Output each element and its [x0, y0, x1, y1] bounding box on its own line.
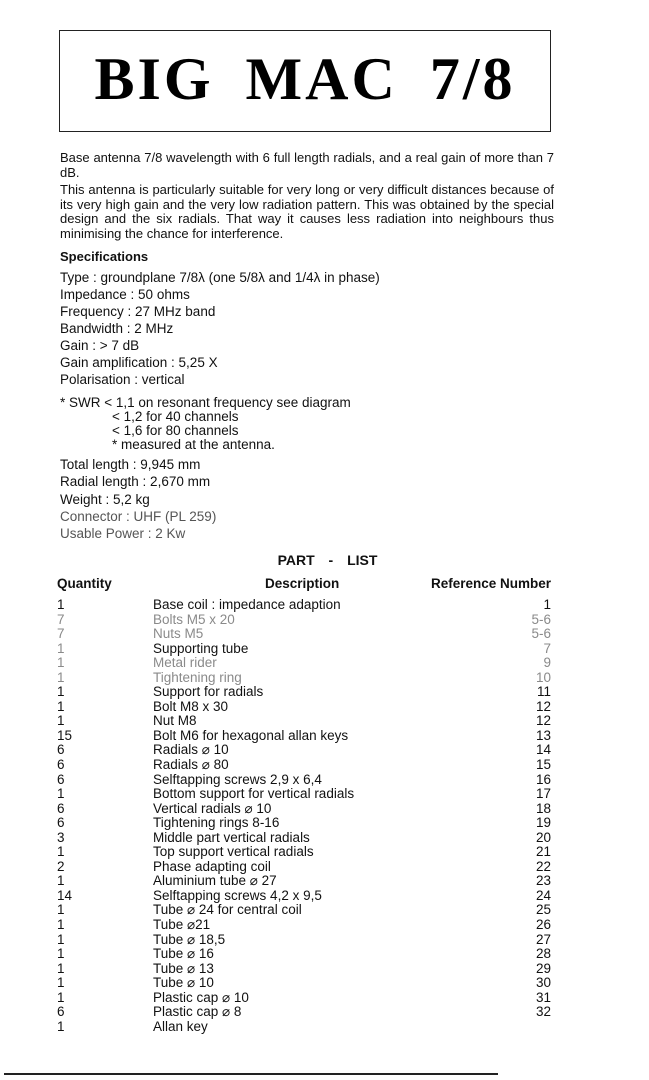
- part-quantity: 1: [57, 902, 65, 918]
- spec-connector: Connector : UHF (PL 259): [60, 508, 217, 524]
- dimensions-list: [60, 456, 216, 542]
- part-quantity: 2: [57, 858, 65, 874]
- part-reference: 24: [535, 887, 551, 903]
- table-row: [57, 729, 551, 744]
- part-quantity: 7: [57, 626, 65, 642]
- column-header-description: Description: [265, 576, 340, 591]
- part-quantity: 6: [57, 771, 65, 787]
- spec-polarisation: Polarisation : vertical: [60, 372, 185, 387]
- part-description: Bolts M5 x 20: [153, 611, 235, 627]
- part-reference: 23: [535, 873, 551, 889]
- part-description: Tube ⌀ 16: [153, 946, 214, 962]
- part-description: Nut M8: [153, 713, 197, 729]
- table-row: [57, 656, 551, 671]
- part-quantity: 1: [57, 597, 65, 612]
- part-description: Bolt M6 for hexagonal allan keys: [153, 727, 349, 743]
- part-quantity: 6: [57, 815, 65, 831]
- table-row: [57, 700, 551, 715]
- part-quantity: 6: [57, 800, 65, 816]
- column-header-reference: Reference Number: [430, 576, 551, 591]
- table-row: [57, 773, 551, 788]
- part-description: Radials ⌀ 80: [153, 757, 229, 773]
- table-row: [57, 642, 551, 657]
- part-reference: 17: [535, 786, 551, 802]
- parts-list-title: PART - LIST: [277, 552, 378, 568]
- part-quantity: 1: [57, 873, 65, 889]
- part-reference: 9: [543, 655, 551, 671]
- table-row: [57, 889, 551, 904]
- part-description: Selftapping screws 4,2 x 9,5: [153, 887, 322, 903]
- part-description: Metal rider: [153, 655, 217, 671]
- part-reference: 26: [535, 917, 551, 933]
- footer-rule: [4, 1073, 498, 1075]
- part-reference: 5-6: [531, 626, 551, 642]
- table-row: [57, 874, 551, 889]
- spec-bandwidth: Bandwidth : 2 MHz: [60, 321, 174, 336]
- table-row: [57, 787, 551, 802]
- part-reference: 10: [535, 669, 551, 685]
- part-reference: 32: [535, 1004, 551, 1020]
- part-reference: 27: [535, 931, 551, 947]
- table-row: [57, 714, 551, 729]
- table-row: [57, 1005, 551, 1020]
- table-row: [57, 962, 551, 977]
- document-title: BIG MAC 7/8: [94, 46, 516, 112]
- part-quantity: 14: [57, 887, 73, 903]
- intro-paragraph: Base antenna 7/8 wavelength with 6 full length radials, and a real gain of more than 7 dB.: [60, 150, 554, 180]
- part-reference: 18: [535, 800, 551, 816]
- part-description: Tube ⌀21: [153, 917, 211, 933]
- part-reference: 30: [535, 975, 551, 991]
- part-description: Tightening ring: [153, 669, 242, 685]
- part-quantity: 1: [57, 684, 65, 700]
- spec-type: Type : groundplane 7/8λ (one 5/8λ and 1/4λ in phase): [60, 270, 380, 285]
- table-row: [57, 933, 551, 948]
- part-description: Bolt M8 x 30: [153, 698, 229, 714]
- part-description: Supporting tube: [153, 640, 249, 656]
- part-description: Plastic cap ⌀ 8: [153, 1004, 242, 1020]
- part-reference: 15: [535, 757, 551, 773]
- part-reference: 31: [535, 989, 551, 1005]
- part-reference: 22: [535, 858, 551, 874]
- table-row: [57, 598, 551, 613]
- table-row: [57, 947, 551, 962]
- part-quantity: 1: [57, 931, 65, 947]
- part-description: Aluminium tube ⌀ 27: [153, 873, 277, 889]
- part-quantity: 1: [57, 786, 65, 802]
- part-quantity: 6: [57, 757, 65, 773]
- part-description: Tube ⌀ 18,5: [153, 931, 226, 947]
- part-reference: 29: [535, 960, 551, 976]
- table-row: [57, 831, 551, 846]
- table-row: [57, 758, 551, 773]
- specifications-list: [60, 269, 380, 388]
- table-row: [57, 671, 551, 686]
- part-description: Support for radials: [153, 684, 264, 700]
- intro-section: [60, 151, 554, 244]
- spec-usable-power: Usable Power : 2 Kw: [60, 526, 186, 542]
- table-row: [57, 613, 551, 628]
- part-quantity: 1: [57, 989, 65, 1005]
- part-description: Radials ⌀ 10: [153, 742, 229, 758]
- part-quantity: 1: [57, 917, 65, 933]
- spec-frequency: Frequency : 27 MHz band: [60, 304, 216, 319]
- part-quantity: 1: [57, 655, 65, 671]
- part-reference: 1: [543, 597, 551, 612]
- table-row: [57, 976, 551, 991]
- table-row: [57, 845, 551, 860]
- table-row: [57, 802, 551, 817]
- part-quantity: 1: [57, 946, 65, 962]
- column-header-quantity: Quantity: [57, 576, 112, 591]
- part-description: Vertical radials ⌀ 10: [153, 800, 272, 816]
- part-description: Tube ⌀ 24 for central coil: [153, 902, 302, 918]
- part-quantity: 1: [57, 975, 65, 991]
- part-quantity: 1: [57, 844, 65, 860]
- table-row: [57, 1020, 551, 1035]
- part-reference: 21: [535, 844, 551, 860]
- part-description: Base coil : impedance adaption: [153, 597, 341, 612]
- part-description: Selftapping screws 2,9 x 6,4: [153, 771, 322, 787]
- part-reference: 12: [535, 713, 551, 729]
- part-quantity: 1: [57, 960, 65, 976]
- part-quantity: 1: [57, 698, 65, 714]
- table-row: [57, 918, 551, 933]
- part-description: Middle part vertical radials: [153, 829, 310, 845]
- table-row: [57, 903, 551, 918]
- title-box: [59, 30, 551, 132]
- part-reference: 11: [536, 684, 551, 700]
- part-reference: 12: [535, 698, 551, 714]
- spec-radial-length: Radial length : 2,670 mm: [60, 474, 211, 490]
- part-reference: 13: [535, 727, 551, 743]
- swr-block: [60, 396, 351, 452]
- part-description: Tube ⌀ 13: [153, 960, 214, 976]
- part-description: Allan key: [153, 1018, 208, 1034]
- part-reference: 14: [535, 742, 551, 758]
- table-row: [57, 743, 551, 758]
- part-quantity: 1: [57, 1018, 65, 1034]
- part-reference: 20: [535, 829, 551, 845]
- spec-impedance: Impedance : 50 ohms: [60, 287, 190, 302]
- specifications-heading: Specifications: [60, 249, 149, 264]
- table-row: [57, 627, 551, 642]
- part-quantity: 15: [57, 727, 73, 743]
- swr-line: < 1,6 for 80 channels: [112, 423, 239, 438]
- intro-paragraph: This antenna is particularly suitable for very long or very difficult distances because of its very high gain and the very low radiation pattern. This was obtained by the special design and the six radials. That way it causes less radiation into neighbours thus minimising the chance for interference.: [60, 182, 554, 241]
- table-row: [57, 685, 551, 700]
- parts-table: [57, 598, 551, 1034]
- part-quantity: 1: [57, 669, 65, 685]
- part-reference: 19: [535, 815, 551, 831]
- spec-weight: Weight : 5,2 kg: [60, 491, 150, 507]
- part-quantity: 1: [57, 713, 65, 729]
- part-description: Bottom support for vertical radials: [153, 786, 355, 802]
- part-quantity: 3: [57, 829, 65, 845]
- part-reference: 28: [535, 946, 551, 962]
- table-row: [57, 816, 551, 831]
- table-row: [57, 991, 551, 1006]
- part-reference: 7: [543, 640, 551, 656]
- part-reference: 16: [535, 771, 551, 787]
- swr-line: < 1,2 for 40 channels: [112, 409, 239, 424]
- part-description: Phase adapting coil: [153, 858, 271, 874]
- part-description: Top support vertical radials: [153, 844, 314, 860]
- spec-gain-amplification: Gain amplification : 5,25 X: [60, 355, 218, 370]
- part-description: Plastic cap ⌀ 10: [153, 989, 249, 1005]
- part-reference: 25: [535, 902, 551, 918]
- part-reference: 5-6: [531, 611, 551, 627]
- swr-line: * SWR < 1,1 on resonant frequency see diagram: [60, 395, 351, 410]
- part-description: Tightening rings 8-16: [153, 815, 280, 831]
- part-quantity: 1: [57, 640, 65, 656]
- spec-gain: Gain : > 7 dB: [60, 338, 140, 353]
- part-quantity: 6: [57, 742, 65, 758]
- part-description: Nuts M5: [153, 626, 204, 642]
- swr-note: * measured at the antenna.: [112, 437, 275, 452]
- part-quantity: 7: [57, 611, 65, 627]
- part-description: Tube ⌀ 10: [153, 975, 214, 991]
- table-row: [57, 860, 551, 875]
- part-quantity: 6: [57, 1004, 65, 1020]
- spec-total-length: Total length : 9,945 mm: [60, 457, 201, 472]
